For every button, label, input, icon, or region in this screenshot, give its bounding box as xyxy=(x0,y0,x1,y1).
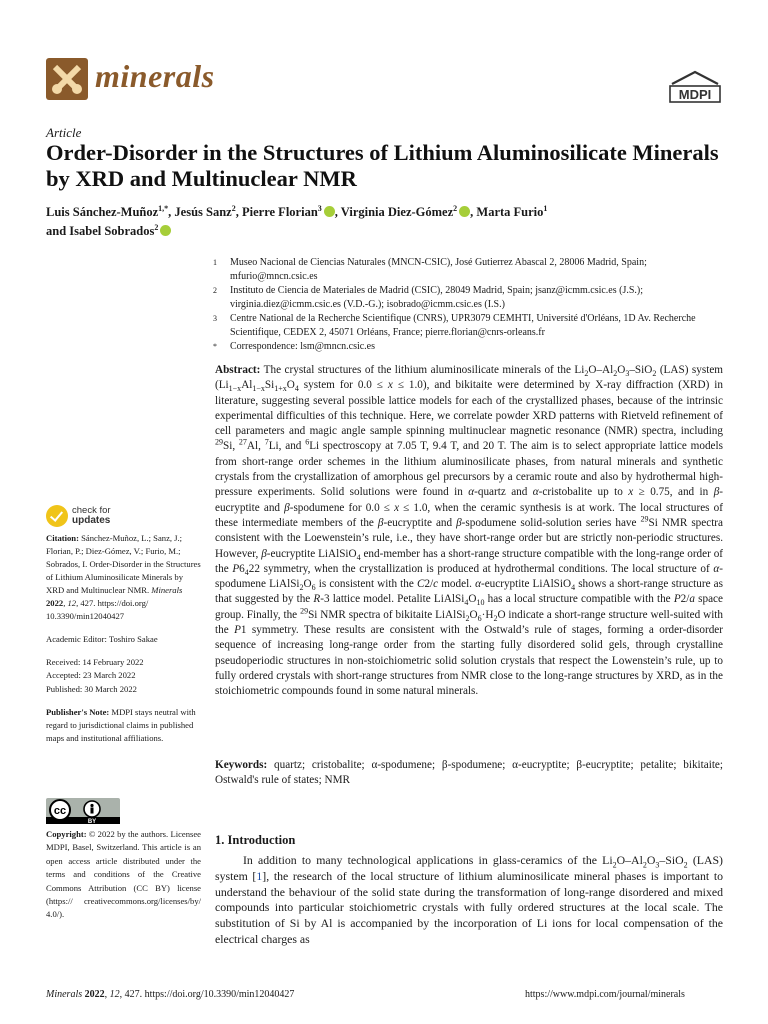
by-text: BY xyxy=(87,819,97,824)
orcid-icon[interactable] xyxy=(324,206,335,217)
academic-editor: Academic Editor: Toshiro Sakae xyxy=(46,634,158,644)
citation-text: Sánchez-Muñoz, L.; Sanz, J.; Florian, P.; Diez-Gómez, V.; Furio, M.; Sobrados, I. Order-Disorder in the Structures of Lithium Aluminosilicate Minerals by XRD and Multinuclear NMR. xyxy=(46,533,201,595)
affiliation-text: Museo Nacional de Ciencias Naturales (MNCN-CSIC), José Gutierrez Abascal 2, 28006 Madrid, Spain; mfurio@mncn.csic.es xyxy=(230,257,647,282)
date-published: Published: 30 March 2022 xyxy=(46,683,137,694)
abstract-label: Abstract: xyxy=(215,364,261,376)
author-separator: , xyxy=(470,205,477,219)
author-name: Virginia Diez-Gómez xyxy=(340,205,454,219)
intro-text-part: ], the research of the local structure of lithium aluminosilicate mineral phases is important to understand the behaviour of the solid state during the transformation of long-range disordered and mixed compounds into particular stoichiometric crystals with fully ordered structures at the local scale. The substitution of Si by Al is accompanied by the incorporation of Li ions for local compensation of the electrical charges as xyxy=(215,868,723,946)
affiliation-item xyxy=(213,340,733,354)
author-separator: , xyxy=(235,205,242,219)
copyright-text: © 2022 by the authors. Licensee MDPI, Basel, Switzerland. This article is an open access article distributed under the terms and conditions of the Creative Commons Attribution (CC BY) license (https:// creativecommons.org/licenses/by/ 4.0/). xyxy=(46,829,201,920)
affiliation-text: Correspondence: lsm@mncn.csic.es xyxy=(230,341,376,352)
affiliation-item xyxy=(213,312,733,340)
copyright-notice xyxy=(46,828,201,922)
author-name: Pierre Florian xyxy=(241,205,318,219)
citation-journal: Minerals xyxy=(151,585,183,595)
affiliation-text: Instituto de Ciencia de Materiales de Madrid (CSIC), 28049 Madrid, Spain; jsanz@icmm.csic.es (J.S.); virginia.diez@icmm.csic.es (V.D.-G.); isobrado@icmm.csic.es (I.S.) xyxy=(230,285,644,310)
sidebar xyxy=(46,532,201,755)
orcid-icon[interactable] xyxy=(459,206,470,217)
affiliation-number: 2 xyxy=(213,286,217,295)
affiliation-number: 1 xyxy=(213,258,217,267)
footer-doi-link[interactable]: , 427. https://doi.org/10.3390/min12040427 xyxy=(119,989,295,1000)
citation-label: Citation: xyxy=(46,533,79,543)
footer-citation: Minerals 2022, 12, 427. https://doi.org/10.3390/min12040427 xyxy=(46,989,295,1000)
publishers-note-label: Publisher's Note: xyxy=(46,707,110,718)
abstract: Abstract: The crystal structures of the lithium aluminosilicate minerals of the $Li_2O-Al_2O_3-SiO_2$ (LAS) system ($Li_{1-x}Al_{1-x}Si_{1+x}O_4$ system for 0.0 ≤ x ≤ 1.0), and bikitaite were determined by X-ray diffraction (XRD) in literature, suggesting several possible lattice models for each of the crystallized phases, because of the intrinsic experimental difficulties of this technique. Here, we correlate powder XRD patterns with Rietveld refinement of cell parameters and magic angle sample spinning multinuclear magnetic resonance (NMR) spectra, including $^{29}$Si, $^{27}$Al, $^7$Li, and $^6$Li spectroscopy at 7.05 T, 9.4 T, and 20 T. The aim is to select appropriate lattice models from short-range order schemes in the lithium aluminosilicate phases, from natural minerals and synthetic crystals from the crystallization of amorphous gel precursors by a ceramic route and also by hydrothermal high-pressure experiments. Solid solutions were found in α-quartz and α-cristobalite up to x ≥ 0.75, and in β-eucryptite and β-spodumene for 0.0 ≤ x ≤ 1.0, when the ceramic synthesis is at work. The local structures of these intermediate members of the β-eucryptite and β-spodumene solid-solution series have $^{29}$Si NMR spectra consistent with the Loewenstein’s rule, i.e., they have short-range order but are strictly non-periodic structures. However, β-eucryptite LiAlSiO$_4$ end-member has a short-range structure compatible with the long-range order of the $P6_422$ symmetry, when the crystallization is produced at hydrothermal conditions. The local structure of α-spodumene $LiAlSi_2O_6$ is consistent with the C2/c model. α-eucryptite LiAlSiO$_4$ shows a short-range structure as that suggested by the R-3 lattice model. Petalite $LiAlSi_4O_{10}$ has a local structure compatible with the P2/a space group. Finally, the $^{29}$Si NMR spectra of bikitaite $LiAlSi_2O_6\cdot H_2O$ indicate a short-range structure well-suited with the P1 symmetry. These results are consistent with the Ostwald’s rule of stages, forming a order-disorder sequence of increasing long-range order from the starting fully disordered solid gels, through crystalline pseudoperiodic structures in non-stoichiometric solid solution crystals that respect the Lowenstein’s rule, up to fully ordered crystals with short-range structures from NMR close to the long-range structures by XRD, as in the stoichiometric compounds found in some natural minerals. xyxy=(215,364,724,698)
author-affiliation-mark: 2 xyxy=(453,203,458,213)
author-separator: , xyxy=(334,205,341,219)
author-affiliation-mark: 3 xyxy=(317,203,322,213)
footer-journal: Minerals xyxy=(46,989,83,1000)
affiliation-text: Centre National de la Recherche Scientifique (CNRS), UPR3079 CEMHTI, Université d'Orléans, 1D Av. Recherche Scientifique, CEDEX 2, 45071 Orléans, France; pierre.florian@cnrs-orleans.fr xyxy=(230,313,696,338)
date-accepted: Accepted: 23 March 2022 xyxy=(46,670,136,681)
author-affiliation-mark: 2 xyxy=(231,203,236,213)
affiliation-item xyxy=(213,256,733,284)
author-name: Jesús Sanz xyxy=(174,205,232,219)
orcid-icon[interactable] xyxy=(160,225,171,236)
paper-title: Order-Disorder in the Structures of Lithium Aluminosilicate Minerals by XRD and Multinuclear NMR xyxy=(46,140,719,191)
check-updates-line1: check for xyxy=(72,505,111,516)
author-name: Luis Sánchez-Muñoz xyxy=(46,205,159,219)
intro-text-part: O–Al xyxy=(616,853,643,867)
keywords-text: quartz; cristobalite; α-spodumene; β-spodumene; α-eucryptite; β-eucryptite; petalite; bikitaite; Ostwald's rule of states; NMR xyxy=(215,759,724,787)
author-name: and Isabel Sobrados xyxy=(46,224,155,238)
intro-text-part: O xyxy=(646,853,656,867)
minerals-logo-icon xyxy=(46,58,88,100)
journal-name: minerals xyxy=(95,58,215,94)
intro-text-part: –SiO xyxy=(659,853,684,867)
check-updates-icon xyxy=(46,505,68,527)
dates-block xyxy=(46,656,201,696)
author-name: Marta Furio xyxy=(476,205,544,219)
article-type: Article xyxy=(46,125,82,140)
citation-year: 2022 xyxy=(46,598,64,608)
author-affiliation-mark: 1 xyxy=(543,203,548,213)
check-for-updates-button[interactable] xyxy=(46,505,166,529)
affiliation-number: 3 xyxy=(213,314,217,323)
intro-text-part: (LAS) system [ xyxy=(215,853,723,883)
mdpi-logo-text: MDPI xyxy=(678,87,712,102)
footer-journal-url[interactable]: https://www.mdpi.com/journal/minerals xyxy=(525,989,685,1000)
citation-link[interactable]: 1 xyxy=(256,868,263,883)
author-affiliation-mark: 2 xyxy=(154,222,159,232)
publishers-note xyxy=(46,706,201,745)
introduction-paragraph: In addition to many technological applications in glass-ceramics of the $Li_2O-Al_2O_3-SiO_2$ (LAS) system [1], the research of the local structure of lithium aluminosilicate mineral phases is important to understand the behaviour of the solid state during the transformation of long-range disordered and mixed compounds into particular stoichiometric crystals with fully ordered structures at the local scale. The substitution of Si by Al is accompanied by the incorporation of Li ions for local compensation of the electrical charges as xyxy=(215,853,723,946)
footer-volume: 12 xyxy=(109,989,120,1000)
intro-text-part: In addition to many technological applications in glass-ceramics of the Li xyxy=(243,853,613,867)
affiliations xyxy=(213,256,733,354)
citation-block: Citation: Sánchez-Muñoz, L.; Sanz, J.; Florian, P.; Diez-Gómez, V.; Furio, M.; Sobrados, I. Order-Disorder in the Structures of Lithium Aluminosilicate Minerals by XRD and Multinuclear NMR. Minerals 2022, 12, 427. https://doi.org/ 10.3390/min12040427 xyxy=(46,533,201,621)
affiliation-number: * xyxy=(213,342,217,351)
keywords-label: Keywords: xyxy=(215,759,268,771)
author-list xyxy=(46,203,726,241)
date-received: Received: 14 February 2022 xyxy=(46,657,144,667)
affiliation-item xyxy=(213,284,733,312)
citation-volume: 12 xyxy=(67,598,77,608)
author-separator: , xyxy=(168,205,175,219)
check-updates-line2: updates xyxy=(72,515,111,526)
mdpi-logo-icon xyxy=(668,70,722,106)
cc-by-license-icon[interactable] xyxy=(46,798,120,824)
citation-doi-link[interactable]: , 427. https://doi.org/ 10.3390/min12040427 xyxy=(46,598,149,621)
publishers-note-text: MDPI stays neutral with regard to jurisdictional claims in published maps and institutional affiliations. xyxy=(46,707,196,744)
cc-text: cc xyxy=(53,805,67,817)
author-affiliation-mark: 1,* xyxy=(158,203,169,213)
copyright-label: Copyright: xyxy=(46,829,87,839)
section-heading-introduction: 1. Introduction xyxy=(215,833,296,847)
keywords xyxy=(215,758,723,789)
footer-year: 2022 xyxy=(84,989,105,1000)
